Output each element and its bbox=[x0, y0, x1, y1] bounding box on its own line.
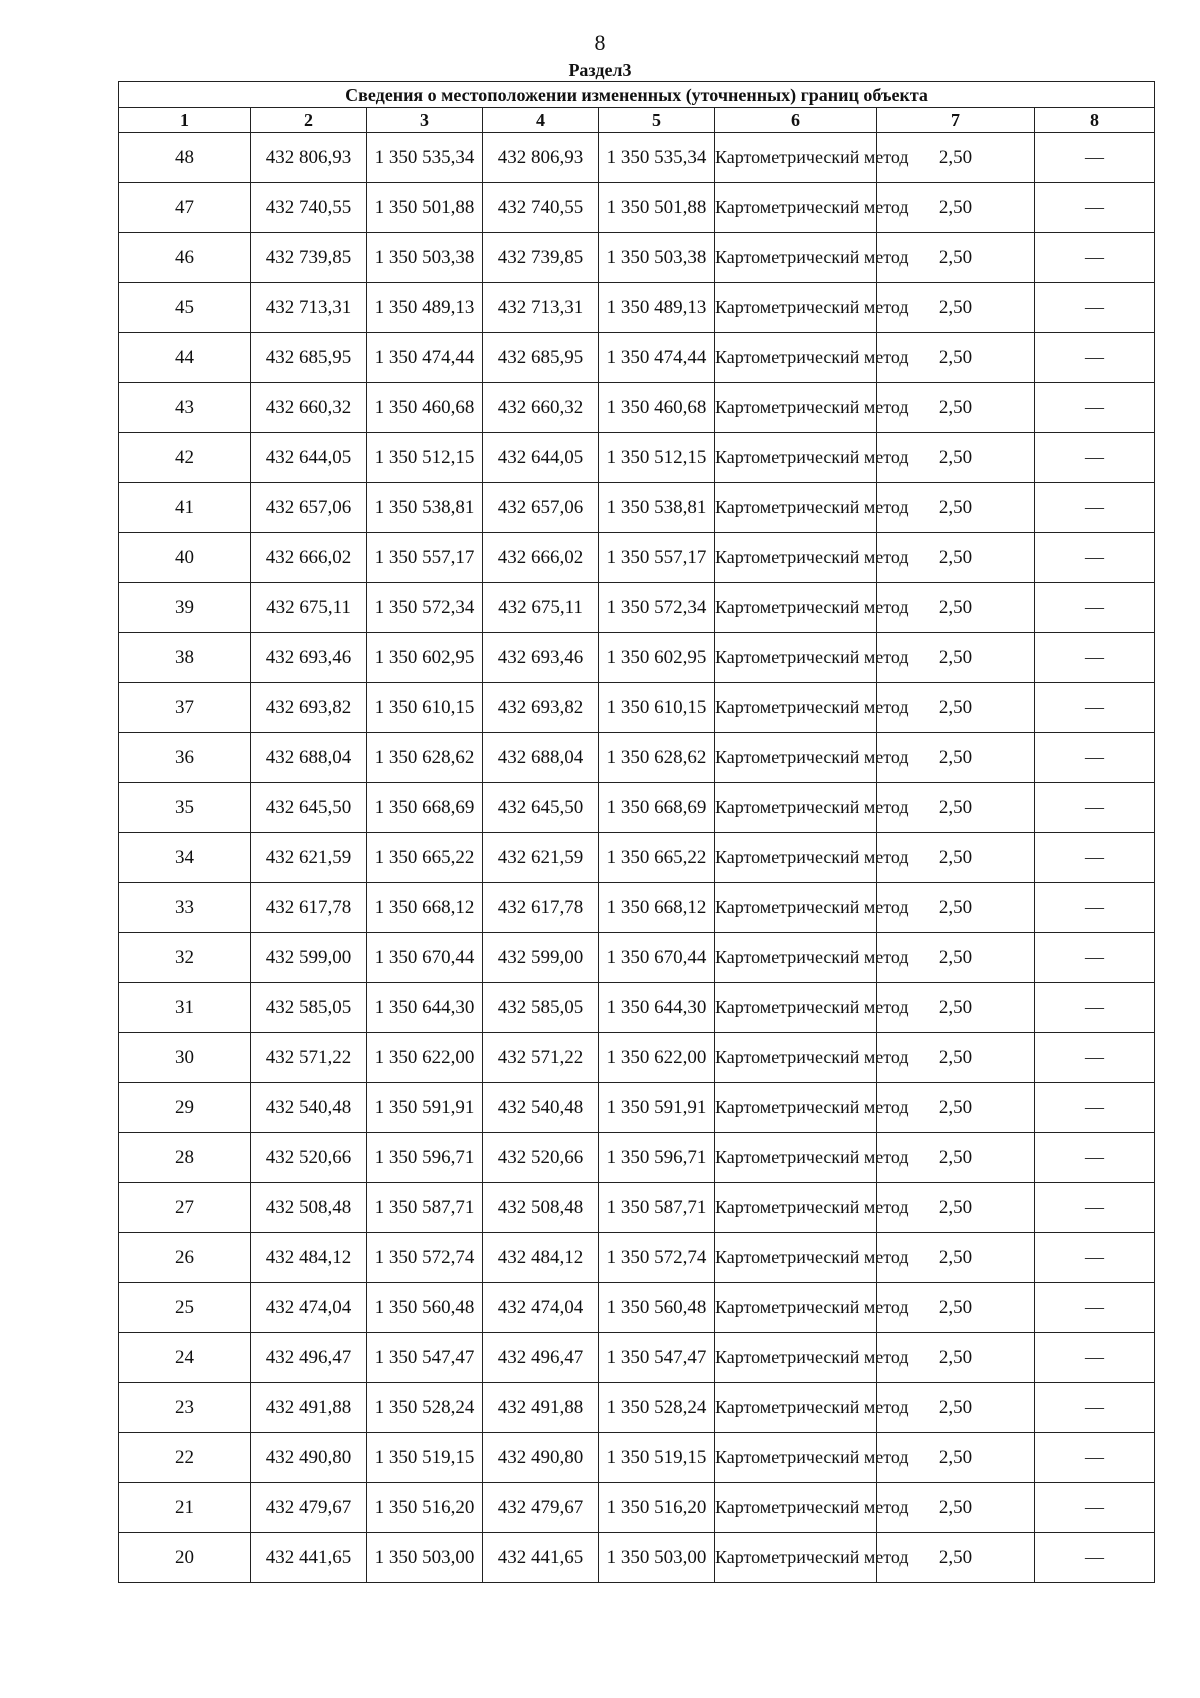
table-row bbox=[119, 583, 1155, 633]
cell-method: Картометрический метод bbox=[715, 683, 877, 733]
cell-x-old: 432 441,65 bbox=[251, 1533, 367, 1583]
cell-y-old: 1 350 560,48 bbox=[367, 1283, 483, 1333]
cell-y-new: 1 350 587,71 bbox=[599, 1183, 715, 1233]
cell-description: — bbox=[1035, 1483, 1155, 1533]
cell-y-old: 1 350 572,34 bbox=[367, 583, 483, 633]
cell-method: Картометрический метод bbox=[715, 533, 877, 583]
cell-method: Картометрический метод bbox=[715, 883, 877, 933]
cell-y-old: 1 350 503,00 bbox=[367, 1533, 483, 1583]
cell-accuracy: 2,50 bbox=[877, 1383, 1035, 1433]
cell-y-old: 1 350 644,30 bbox=[367, 983, 483, 1033]
cell-y-old: 1 350 602,95 bbox=[367, 633, 483, 683]
cell-accuracy: 2,50 bbox=[877, 483, 1035, 533]
cell-method: Картометрический метод bbox=[715, 1033, 877, 1083]
table-row bbox=[119, 283, 1155, 333]
cell-y-old: 1 350 665,22 bbox=[367, 833, 483, 883]
cell-accuracy: 2,50 bbox=[877, 1083, 1035, 1133]
cell-x-new: 432 644,05 bbox=[483, 433, 599, 483]
cell-accuracy: 2,50 bbox=[877, 383, 1035, 433]
cell-x-old: 432 617,78 bbox=[251, 883, 367, 933]
cell-point-number: 35 bbox=[119, 783, 251, 833]
cell-x-new: 432 713,31 bbox=[483, 283, 599, 333]
cell-method: Картометрический метод bbox=[715, 1133, 877, 1183]
cell-point-number: 42 bbox=[119, 433, 251, 483]
cell-method: Картометрический метод bbox=[715, 383, 877, 433]
cell-y-old: 1 350 501,88 bbox=[367, 183, 483, 233]
cell-method: Картометрический метод bbox=[715, 433, 877, 483]
cell-point-number: 47 bbox=[119, 183, 251, 233]
cell-description: — bbox=[1035, 1183, 1155, 1233]
cell-y-old: 1 350 572,74 bbox=[367, 1233, 483, 1283]
cell-accuracy: 2,50 bbox=[877, 733, 1035, 783]
cell-y-old: 1 350 489,13 bbox=[367, 283, 483, 333]
cell-description: — bbox=[1035, 1383, 1155, 1433]
cell-accuracy: 2,50 bbox=[877, 783, 1035, 833]
cell-y-old: 1 350 503,38 bbox=[367, 233, 483, 283]
cell-x-old: 432 693,46 bbox=[251, 633, 367, 683]
cell-x-old: 432 660,32 bbox=[251, 383, 367, 433]
cell-accuracy: 2,50 bbox=[877, 983, 1035, 1033]
cell-method: Картометрический метод bbox=[715, 1183, 877, 1233]
cell-y-new: 1 350 610,15 bbox=[599, 683, 715, 733]
cell-description: — bbox=[1035, 883, 1155, 933]
table-row bbox=[119, 533, 1155, 583]
cell-accuracy: 2,50 bbox=[877, 1433, 1035, 1483]
column-header-6: 6 bbox=[715, 108, 877, 133]
cell-x-new: 432 520,66 bbox=[483, 1133, 599, 1183]
cell-point-number: 26 bbox=[119, 1233, 251, 1283]
cell-y-old: 1 350 516,20 bbox=[367, 1483, 483, 1533]
cell-point-number: 32 bbox=[119, 933, 251, 983]
cell-point-number: 43 bbox=[119, 383, 251, 433]
cell-description: — bbox=[1035, 1333, 1155, 1383]
cell-y-new: 1 350 489,13 bbox=[599, 283, 715, 333]
cell-y-old: 1 350 538,81 bbox=[367, 483, 483, 533]
cell-x-new: 432 740,55 bbox=[483, 183, 599, 233]
cell-method: Картометрический метод bbox=[715, 183, 877, 233]
cell-accuracy: 2,50 bbox=[877, 533, 1035, 583]
cell-x-new: 432 571,22 bbox=[483, 1033, 599, 1083]
cell-y-old: 1 350 670,44 bbox=[367, 933, 483, 983]
cell-accuracy: 2,50 bbox=[877, 1333, 1035, 1383]
table-row bbox=[119, 883, 1155, 933]
table-row bbox=[119, 1033, 1155, 1083]
cell-point-number: 28 bbox=[119, 1133, 251, 1183]
cell-method: Картометрический метод bbox=[715, 1233, 877, 1283]
coordinates-table bbox=[118, 81, 1155, 1583]
column-header-2: 2 bbox=[251, 108, 367, 133]
cell-x-new: 432 540,48 bbox=[483, 1083, 599, 1133]
cell-point-number: 40 bbox=[119, 533, 251, 583]
cell-method: Картометрический метод bbox=[715, 283, 877, 333]
cell-x-old: 432 644,05 bbox=[251, 433, 367, 483]
section-title: Раздел3 bbox=[568, 60, 632, 80]
cell-description: — bbox=[1035, 383, 1155, 433]
cell-y-new: 1 350 560,48 bbox=[599, 1283, 715, 1333]
table-row bbox=[119, 1283, 1155, 1333]
cell-x-old: 432 571,22 bbox=[251, 1033, 367, 1083]
page-number: 8 bbox=[594, 30, 606, 55]
cell-x-old: 432 688,04 bbox=[251, 733, 367, 783]
cell-accuracy: 2,50 bbox=[877, 633, 1035, 683]
cell-description: — bbox=[1035, 483, 1155, 533]
cell-x-new: 432 508,48 bbox=[483, 1183, 599, 1233]
cell-description: — bbox=[1035, 1533, 1155, 1583]
cell-method: Картометрический метод bbox=[715, 333, 877, 383]
cell-y-new: 1 350 516,20 bbox=[599, 1483, 715, 1533]
table-row bbox=[119, 1083, 1155, 1133]
cell-x-old: 432 806,93 bbox=[251, 133, 367, 183]
cell-point-number: 39 bbox=[119, 583, 251, 633]
cell-description: — bbox=[1035, 833, 1155, 883]
cell-description: — bbox=[1035, 783, 1155, 833]
cell-point-number: 48 bbox=[119, 133, 251, 183]
cell-accuracy: 2,50 bbox=[877, 433, 1035, 483]
cell-description: — bbox=[1035, 1283, 1155, 1333]
cell-y-old: 1 350 596,71 bbox=[367, 1133, 483, 1183]
cell-accuracy: 2,50 bbox=[877, 233, 1035, 283]
cell-point-number: 23 bbox=[119, 1383, 251, 1433]
cell-method: Картометрический метод bbox=[715, 1433, 877, 1483]
cell-y-new: 1 350 668,69 bbox=[599, 783, 715, 833]
cell-y-old: 1 350 460,68 bbox=[367, 383, 483, 433]
column-header-5: 5 bbox=[599, 108, 715, 133]
cell-x-old: 432 496,47 bbox=[251, 1333, 367, 1383]
cell-x-old: 432 474,04 bbox=[251, 1283, 367, 1333]
cell-y-new: 1 350 557,17 bbox=[599, 533, 715, 583]
cell-y-new: 1 350 572,74 bbox=[599, 1233, 715, 1283]
cell-method: Картометрический метод bbox=[715, 983, 877, 1033]
cell-description: — bbox=[1035, 1033, 1155, 1083]
cell-y-old: 1 350 622,00 bbox=[367, 1033, 483, 1083]
cell-y-new: 1 350 538,81 bbox=[599, 483, 715, 533]
cell-x-new: 432 739,85 bbox=[483, 233, 599, 283]
column-number-row bbox=[119, 108, 1155, 133]
cell-y-old: 1 350 557,17 bbox=[367, 533, 483, 583]
cell-point-number: 38 bbox=[119, 633, 251, 683]
cell-x-old: 432 713,31 bbox=[251, 283, 367, 333]
cell-x-new: 432 693,46 bbox=[483, 633, 599, 683]
table-row bbox=[119, 133, 1155, 183]
cell-y-old: 1 350 591,91 bbox=[367, 1083, 483, 1133]
cell-x-old: 432 585,05 bbox=[251, 983, 367, 1033]
cell-x-old: 432 739,85 bbox=[251, 233, 367, 283]
cell-description: — bbox=[1035, 433, 1155, 483]
cell-method: Картометрический метод bbox=[715, 1483, 877, 1533]
cell-x-new: 432 479,67 bbox=[483, 1483, 599, 1533]
table-row bbox=[119, 783, 1155, 833]
cell-accuracy: 2,50 bbox=[877, 1533, 1035, 1583]
cell-accuracy: 2,50 bbox=[877, 883, 1035, 933]
cell-x-old: 432 675,11 bbox=[251, 583, 367, 633]
cell-y-new: 1 350 474,44 bbox=[599, 333, 715, 383]
cell-description: — bbox=[1035, 733, 1155, 783]
cell-x-new: 432 491,88 bbox=[483, 1383, 599, 1433]
cell-description: — bbox=[1035, 183, 1155, 233]
cell-x-old: 432 490,80 bbox=[251, 1433, 367, 1483]
cell-y-new: 1 350 602,95 bbox=[599, 633, 715, 683]
cell-accuracy: 2,50 bbox=[877, 1183, 1035, 1233]
cell-point-number: 44 bbox=[119, 333, 251, 383]
column-header-7: 7 bbox=[877, 108, 1035, 133]
cell-x-old: 432 685,95 bbox=[251, 333, 367, 383]
cell-method: Картометрический метод bbox=[715, 483, 877, 533]
cell-accuracy: 2,50 bbox=[877, 333, 1035, 383]
column-header-3: 3 bbox=[367, 108, 483, 133]
cell-method: Картометрический метод bbox=[715, 233, 877, 283]
cell-description: — bbox=[1035, 933, 1155, 983]
cell-x-new: 432 806,93 bbox=[483, 133, 599, 183]
cell-accuracy: 2,50 bbox=[877, 683, 1035, 733]
cell-x-old: 432 657,06 bbox=[251, 483, 367, 533]
cell-y-old: 1 350 519,15 bbox=[367, 1433, 483, 1483]
cell-point-number: 45 bbox=[119, 283, 251, 333]
table-row bbox=[119, 833, 1155, 883]
cell-accuracy: 2,50 bbox=[877, 283, 1035, 333]
cell-y-old: 1 350 628,62 bbox=[367, 733, 483, 783]
cell-x-new: 432 490,80 bbox=[483, 1433, 599, 1483]
cell-x-old: 432 479,67 bbox=[251, 1483, 367, 1533]
cell-point-number: 41 bbox=[119, 483, 251, 533]
cell-description: — bbox=[1035, 683, 1155, 733]
cell-point-number: 31 bbox=[119, 983, 251, 1033]
cell-x-new: 432 617,78 bbox=[483, 883, 599, 933]
cell-y-new: 1 350 503,00 bbox=[599, 1533, 715, 1583]
cell-accuracy: 2,50 bbox=[877, 133, 1035, 183]
cell-point-number: 21 bbox=[119, 1483, 251, 1533]
cell-description: — bbox=[1035, 983, 1155, 1033]
cell-x-old: 432 740,55 bbox=[251, 183, 367, 233]
cell-description: — bbox=[1035, 133, 1155, 183]
cell-accuracy: 2,50 bbox=[877, 833, 1035, 883]
table-caption-row bbox=[119, 82, 1155, 108]
cell-method: Картометрический метод bbox=[715, 783, 877, 833]
cell-method: Картометрический метод bbox=[715, 833, 877, 883]
cell-y-old: 1 350 668,12 bbox=[367, 883, 483, 933]
cell-x-new: 432 585,05 bbox=[483, 983, 599, 1033]
cell-point-number: 27 bbox=[119, 1183, 251, 1233]
column-header-4: 4 bbox=[483, 108, 599, 133]
table-row bbox=[119, 433, 1155, 483]
cell-y-new: 1 350 547,47 bbox=[599, 1333, 715, 1383]
cell-x-new: 432 688,04 bbox=[483, 733, 599, 783]
cell-point-number: 30 bbox=[119, 1033, 251, 1083]
table-row bbox=[119, 683, 1155, 733]
table-row bbox=[119, 383, 1155, 433]
cell-y-old: 1 350 535,34 bbox=[367, 133, 483, 183]
cell-y-new: 1 350 668,12 bbox=[599, 883, 715, 933]
table-row bbox=[119, 1383, 1155, 1433]
table-row bbox=[119, 1433, 1155, 1483]
cell-y-new: 1 350 512,15 bbox=[599, 433, 715, 483]
cell-description: — bbox=[1035, 1083, 1155, 1133]
cell-method: Картометрический метод bbox=[715, 1083, 877, 1133]
cell-y-old: 1 350 474,44 bbox=[367, 333, 483, 383]
cell-y-old: 1 350 528,24 bbox=[367, 1383, 483, 1433]
cell-x-old: 432 621,59 bbox=[251, 833, 367, 883]
cell-y-new: 1 350 572,34 bbox=[599, 583, 715, 633]
cell-y-new: 1 350 670,44 bbox=[599, 933, 715, 983]
cell-point-number: 29 bbox=[119, 1083, 251, 1133]
cell-accuracy: 2,50 bbox=[877, 1133, 1035, 1183]
cell-description: — bbox=[1035, 283, 1155, 333]
cell-method: Картометрический метод bbox=[715, 583, 877, 633]
cell-y-new: 1 350 503,38 bbox=[599, 233, 715, 283]
cell-x-old: 432 693,82 bbox=[251, 683, 367, 733]
cell-y-new: 1 350 591,91 bbox=[599, 1083, 715, 1133]
cell-method: Картометрический метод bbox=[715, 1383, 877, 1433]
cell-y-new: 1 350 665,22 bbox=[599, 833, 715, 883]
cell-description: — bbox=[1035, 1133, 1155, 1183]
table-row bbox=[119, 1233, 1155, 1283]
cell-x-old: 432 540,48 bbox=[251, 1083, 367, 1133]
cell-description: — bbox=[1035, 1433, 1155, 1483]
cell-y-old: 1 350 610,15 bbox=[367, 683, 483, 733]
cell-method: Картометрический метод bbox=[715, 133, 877, 183]
cell-x-new: 432 621,59 bbox=[483, 833, 599, 883]
cell-point-number: 33 bbox=[119, 883, 251, 933]
column-header-8: 8 bbox=[1035, 108, 1155, 133]
cell-y-new: 1 350 628,62 bbox=[599, 733, 715, 783]
table-row bbox=[119, 1183, 1155, 1233]
cell-y-new: 1 350 535,34 bbox=[599, 133, 715, 183]
cell-point-number: 22 bbox=[119, 1433, 251, 1483]
cell-x-old: 432 645,50 bbox=[251, 783, 367, 833]
table-body bbox=[119, 133, 1155, 1583]
cell-description: — bbox=[1035, 333, 1155, 383]
cell-accuracy: 2,50 bbox=[877, 933, 1035, 983]
table-row bbox=[119, 233, 1155, 283]
table-row bbox=[119, 1333, 1155, 1383]
cell-x-old: 432 666,02 bbox=[251, 533, 367, 583]
cell-y-new: 1 350 644,30 bbox=[599, 983, 715, 1033]
cell-point-number: 37 bbox=[119, 683, 251, 733]
table-row bbox=[119, 483, 1155, 533]
cell-x-new: 432 666,02 bbox=[483, 533, 599, 583]
table-row bbox=[119, 333, 1155, 383]
cell-x-old: 432 508,48 bbox=[251, 1183, 367, 1233]
table-row bbox=[119, 1483, 1155, 1533]
cell-x-new: 432 657,06 bbox=[483, 483, 599, 533]
cell-x-new: 432 675,11 bbox=[483, 583, 599, 633]
cell-accuracy: 2,50 bbox=[877, 1283, 1035, 1333]
cell-point-number: 46 bbox=[119, 233, 251, 283]
cell-description: — bbox=[1035, 633, 1155, 683]
cell-x-old: 432 520,66 bbox=[251, 1133, 367, 1183]
cell-method: Картометрический метод bbox=[715, 733, 877, 783]
cell-description: — bbox=[1035, 233, 1155, 283]
table-caption: Сведения о местоположении измененных (уточненных) границ объекта bbox=[119, 82, 1155, 108]
cell-point-number: 25 bbox=[119, 1283, 251, 1333]
cell-y-new: 1 350 519,15 bbox=[599, 1433, 715, 1483]
cell-x-new: 432 496,47 bbox=[483, 1333, 599, 1383]
cell-description: — bbox=[1035, 583, 1155, 633]
cell-y-old: 1 350 512,15 bbox=[367, 433, 483, 483]
table-row bbox=[119, 733, 1155, 783]
cell-accuracy: 2,50 bbox=[877, 583, 1035, 633]
cell-y-new: 1 350 501,88 bbox=[599, 183, 715, 233]
cell-point-number: 20 bbox=[119, 1533, 251, 1583]
cell-x-new: 432 660,32 bbox=[483, 383, 599, 433]
cell-x-new: 432 474,04 bbox=[483, 1283, 599, 1333]
cell-y-old: 1 350 668,69 bbox=[367, 783, 483, 833]
cell-x-new: 432 484,12 bbox=[483, 1233, 599, 1283]
cell-x-new: 432 441,65 bbox=[483, 1533, 599, 1583]
cell-accuracy: 2,50 bbox=[877, 1233, 1035, 1283]
table-row bbox=[119, 1133, 1155, 1183]
cell-method: Картометрический метод bbox=[715, 1333, 877, 1383]
table-row bbox=[119, 983, 1155, 1033]
cell-x-old: 432 484,12 bbox=[251, 1233, 367, 1283]
cell-point-number: 24 bbox=[119, 1333, 251, 1383]
cell-method: Картометрический метод bbox=[715, 1283, 877, 1333]
cell-point-number: 34 bbox=[119, 833, 251, 883]
table-row bbox=[119, 933, 1155, 983]
cell-y-new: 1 350 596,71 bbox=[599, 1133, 715, 1183]
cell-y-new: 1 350 460,68 bbox=[599, 383, 715, 433]
cell-x-old: 432 599,00 bbox=[251, 933, 367, 983]
cell-method: Картометрический метод bbox=[715, 933, 877, 983]
cell-accuracy: 2,50 bbox=[877, 1483, 1035, 1533]
cell-x-new: 432 693,82 bbox=[483, 683, 599, 733]
cell-y-old: 1 350 587,71 bbox=[367, 1183, 483, 1233]
cell-method: Картометрический метод bbox=[715, 1533, 877, 1583]
cell-point-number: 36 bbox=[119, 733, 251, 783]
column-header-1: 1 bbox=[119, 108, 251, 133]
cell-description: — bbox=[1035, 1233, 1155, 1283]
table-row bbox=[119, 1533, 1155, 1583]
cell-method: Картометрический метод bbox=[715, 633, 877, 683]
table-row bbox=[119, 183, 1155, 233]
cell-y-new: 1 350 622,00 bbox=[599, 1033, 715, 1083]
cell-y-old: 1 350 547,47 bbox=[367, 1333, 483, 1383]
cell-accuracy: 2,50 bbox=[877, 1033, 1035, 1083]
cell-x-new: 432 645,50 bbox=[483, 783, 599, 833]
cell-x-new: 432 599,00 bbox=[483, 933, 599, 983]
cell-x-old: 432 491,88 bbox=[251, 1383, 367, 1433]
cell-description: — bbox=[1035, 533, 1155, 583]
cell-x-new: 432 685,95 bbox=[483, 333, 599, 383]
cell-accuracy: 2,50 bbox=[877, 183, 1035, 233]
cell-y-new: 1 350 528,24 bbox=[599, 1383, 715, 1433]
table-row bbox=[119, 633, 1155, 683]
